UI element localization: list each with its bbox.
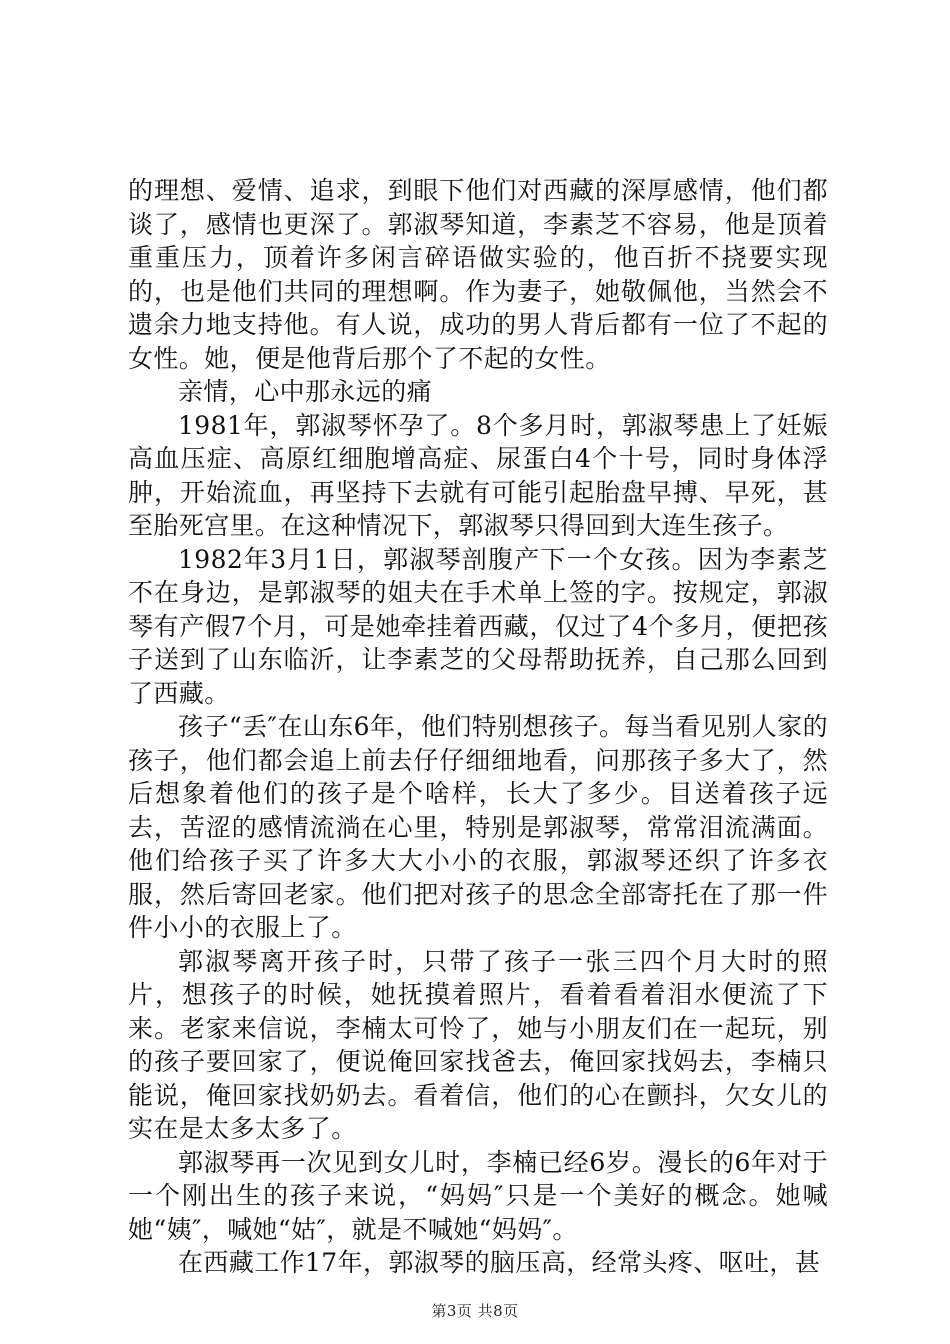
- paragraph-6: 郭淑琴离开孩子时，只带了孩子一张三四个月大时的照片，想孩子的时候，她抚摸着照片，看着看着泪水便流了下来。老家来信说，李楠太可怜了，她与小朋友们在一起玩，别的孩子要回家了，便说俺回家找爸去，俺回家找妈去，李楠只能说，俺回家找奶奶去。看着信，他们的心在颤抖，欠女儿的实在是太多太多了。: [128, 946, 828, 1143]
- paragraph-4: 1982年3月1日，郭淑琴剖腹产下一个女孩。因为李素芝不在身边，是郭淑琴的姐夫在手术单上签的字。按规定，郭淑琴有产假7个月，可是她牵挂着西藏，仅过了4个多月，便把孩子送到了山东临沂，让李素芝的父母帮助抚养，自己那么回到了西藏。: [128, 544, 828, 708]
- document-body: [128, 174, 828, 1280]
- section-heading: 亲情，心中那永远的痛: [178, 377, 433, 406]
- paragraph-3: 1981年，郭淑琴怀孕了。8个多月时，郭淑琴患上了妊娠高血压症、高原红细胞增高症、尿蛋白4个十号，同时身体浮肿，开始流血，再坚持下去就有可能引起胎盘早搏、早死，甚至胎死宫里。在这种情况下，郭淑琴只得回到大连生孩子。: [128, 410, 828, 540]
- paragraph-7: 郭淑琴再一次见到女儿时，李楠已经6岁。漫长的6年对于一个刚出生的孩子来说，“妈妈″只是一个美好的概念。她喊她“姨″，喊她“姑″，就是不喊她“妈妈″。: [128, 1147, 828, 1244]
- page-footer: 第3页 共8页: [431, 1302, 519, 1320]
- paragraph-8: 在西藏工作17年，郭淑琴的脑压高，经常头疼、呕吐，甚: [178, 1248, 821, 1277]
- paragraph-1: 的理想、爱情、追求，到眼下他们对西藏的深厚感情，他们都谈了，感情也更深了。郭淑琴知道，李素芝不容易，他是顶着重重压力，顶着许多闲言碎语做实验的，他百折不挠要实现的，也是他们共同的理想啊。作为妻子，她敬佩他，当然会不遗余力地支持他。有人说，成功的男人背后都有一位了不起的女性。她，便是他背后那个了不起的女性。: [128, 176, 828, 373]
- paragraph-5: 孩子“丢″在山东6年，他们特别想孩子。每当看见别人家的孩子，他们都会追上前去仔仔细细地看，问那孩子多大了，然后想象着他们的孩子是个啥样，长大了多少。目送着孩子远去，苦涩的感情流淌在心里，特别是郭淑琴，常常泪流满面。他们给孩子买了许多大大小小的衣服，郭淑琴还织了许多衣服，然后寄回老家。他们把对孩子的思念全部寄托在了那一件件小小的衣服上了。: [128, 712, 828, 942]
